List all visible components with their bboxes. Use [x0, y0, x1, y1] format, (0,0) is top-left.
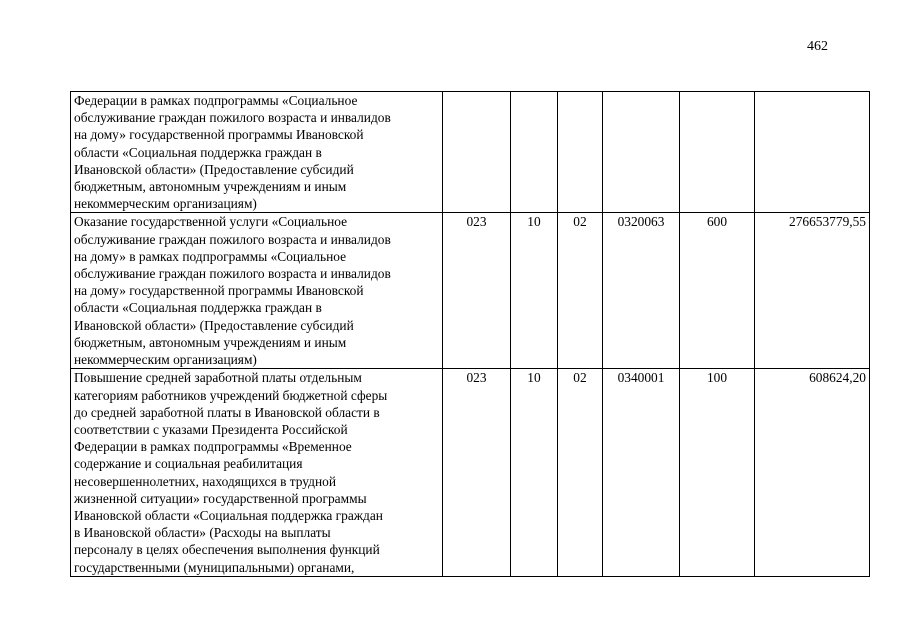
description-line: персоналу в целях обеспечения выполнения функций — [74, 542, 380, 558]
description-line: Ивановской области «Социальная поддержка граждан — [74, 508, 383, 524]
ved-cell: 023 — [443, 213, 511, 369]
description-line: бюджетным, автономным учреждениям и иным — [74, 179, 347, 195]
pr-cell: 02 — [558, 369, 603, 576]
description-line: несовершеннолетних, находящихся в трудной — [74, 473, 336, 489]
table-row — [71, 213, 870, 369]
table-row — [71, 369, 870, 576]
description-line: содержание и социальная реабилитация — [74, 456, 303, 472]
ved-cell: 023 — [443, 369, 511, 576]
description-line: на дому» государственной программы Ивановской — [74, 283, 364, 299]
description-line: до средней заработной платы в Ивановской области в — [74, 404, 380, 420]
vr-cell — [680, 92, 755, 213]
budget-table — [70, 91, 870, 577]
table-row — [71, 92, 870, 213]
description-line: Федерации в рамках подпрограммы «Временное — [74, 439, 352, 455]
description-line: бюджетным, автономным учреждениям и иным — [74, 334, 347, 350]
pr-cell — [558, 92, 603, 213]
description-line: Ивановской области» (Предоставление субсидий — [74, 161, 354, 177]
description-line: обслуживание граждан пожилого возраста и инвалидов — [74, 231, 391, 247]
row-description — [71, 92, 443, 213]
description-line: некоммерческим организациям) — [74, 352, 257, 368]
sum-cell: 276653779,55 — [755, 213, 870, 369]
description-line: Федерации в рамках подпрограммы «Социальное — [74, 93, 358, 108]
description-line: Повышение средней заработной платы отдельным — [74, 370, 362, 386]
csr-cell: 0340001 — [603, 369, 680, 576]
description-line: на дому» в рамках подпрограммы «Социальное — [74, 248, 347, 264]
ved-cell — [443, 92, 511, 213]
row-description — [71, 369, 443, 576]
description-line: жизненной ситуации» государственной программы — [74, 490, 367, 506]
description-line: обслуживание граждан пожилого возраста и инвалидов — [74, 266, 391, 282]
description-line: области «Социальная поддержка граждан в — [74, 300, 322, 316]
description-line: обслуживание граждан пожилого возраста и инвалидов — [74, 110, 391, 126]
rz-cell: 10 — [511, 369, 558, 576]
row-description — [71, 213, 443, 369]
description-line: некоммерческим организациям) — [74, 196, 257, 212]
description-line: Оказание государственной услуги «Социальное — [74, 214, 348, 230]
description-line: на дому» государственной программы Ивановской — [74, 127, 364, 143]
pr-cell: 02 — [558, 213, 603, 369]
vr-cell: 100 — [680, 369, 755, 576]
description-line: Ивановской области» (Предоставление субсидий — [74, 317, 354, 333]
description-line: категориям работников учреждений бюджетной сферы — [74, 387, 388, 403]
page-number: 462 — [807, 39, 828, 54]
sum-cell — [755, 92, 870, 213]
rz-cell — [511, 92, 558, 213]
sum-cell: 608624,20 — [755, 369, 870, 576]
csr-cell: 0320063 — [603, 213, 680, 369]
csr-cell — [603, 92, 680, 213]
rz-cell: 10 — [511, 213, 558, 369]
description-line: государственными (муниципальными) органами, — [74, 559, 355, 575]
description-line: соответствии с указами Президента Российской — [74, 422, 348, 438]
description-line: в Ивановской области» (Расходы на выплаты — [74, 525, 331, 541]
description-line: области «Социальная поддержка граждан в — [74, 144, 322, 160]
vr-cell: 600 — [680, 213, 755, 369]
